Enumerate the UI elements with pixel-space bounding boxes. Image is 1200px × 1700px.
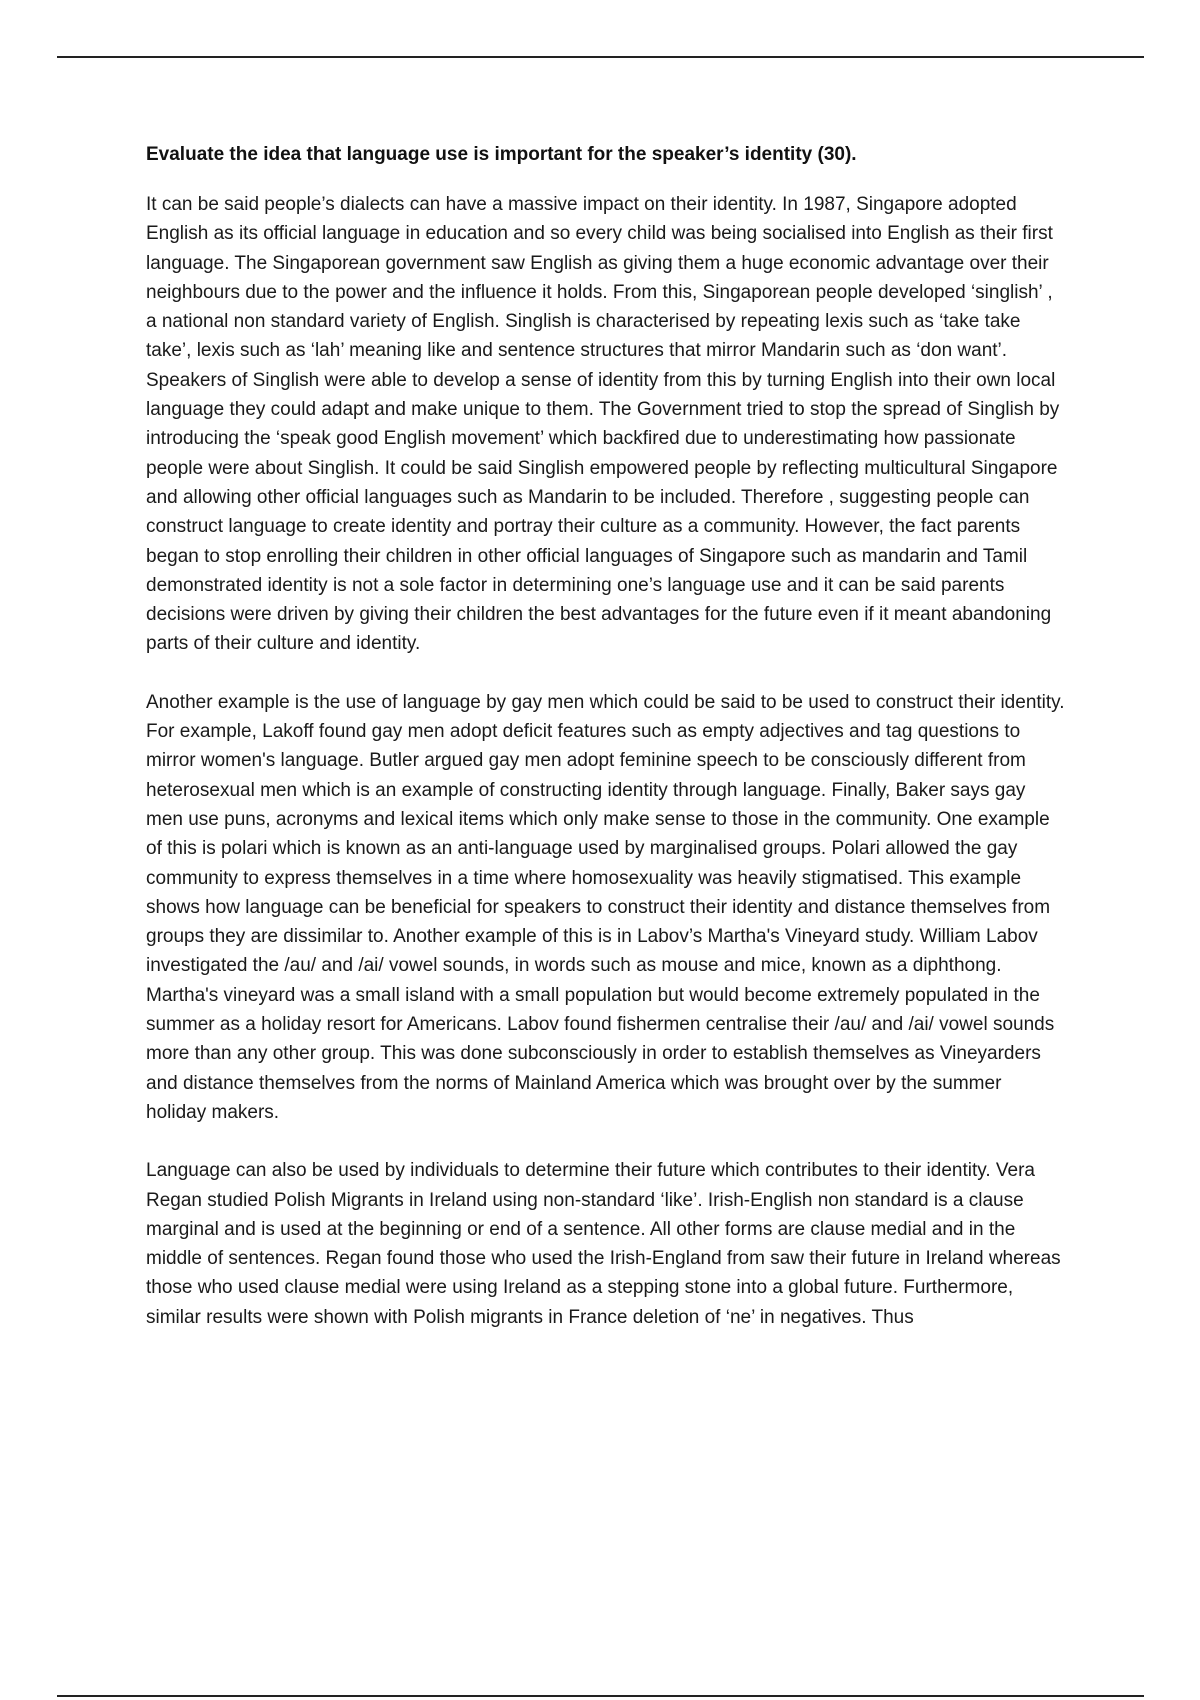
paragraph-singlish: It can be said people’s dialects can have a massive impact on their identity. In 1987, Singapore adopted English as its official language in education and so every child was being socialised into English as their first language. The Singaporean government saw English as giving them a huge economic advantage over their neighbours due to the power and the influence it holds. From this, Singaporean people developed ‘singlish’ , a national non standard variety of English. Singlish is characterised by repeating lexis such as ‘take take take’, lexis such as ‘lah’ meaning like and sentence structures that mirror Mandarin such as ‘don want’. Speakers of Singlish were able to develop a sense of identity from this by turning English into their own local language they could adapt and make unique to them. The Government tried to stop the spread of Singlish by introducing the ‘speak good English movement’ which backfired due to underestimating how passionate people were about Singlish. It could be said Singlish empowered people by reflecting multicultural Singapore and allowing other official languages such as Mandarin to be included. Therefore , suggesting people can construct language to create identity and portray their culture as a community. However, the fact parents began to stop enrolling their children in other official languages of Singapore such as mandarin and Tamil demonstrated identity is not a sole factor in determining one’s language use and it can be said parents decisions were driven by giving their children the best advantages for the future even if it meant abandoning parts of their culture and identity. [146, 194, 1060, 655]
paragraph-gay-men-language: Another example is the use of language by gay men which could be said to be used to construct their identity. For example, Lakoff found gay men adopt deficit features such as empty adjectives and tag questions to mirror women's language. Butler argued gay men adopt feminine speech to be consciously different from heterosexual men which is an example of constructing identity through language. Finally, Baker says gay men use puns, acronyms and lexical items which only make sense to those in the community. One example of this is polari which is known as an anti-language used by marginalised groups. Polari allowed the gay community to express themselves in a time where homosexuality was heavily stigmatised. This example shows how language can be beneficial for speakers to construct their identity and distance themselves from groups they are dissimilar to. Another example of this is in Labov’s Martha's Vineyard study. William Labov investigated the /au/ and /ai/ vowel sounds, in words such as mouse and mice, known as a diphthong. Martha's vineyard was a small island with a small population but would become extremely populated in the summer as a holiday resort for Americans. Labov found fishermen centralise their /au/ and /ai/ vowel sounds more than any other group. This was done subconsciously in order to establish themselves as Vineyarders and distance themselves from the norms of Mainland America which was brought over by the summer holiday makers. [146, 691, 1065, 1123]
header-rule [57, 56, 1144, 58]
document-body [146, 140, 1066, 1361]
footer-rule [57, 1695, 1144, 1697]
paragraph-polish-migrants: Language can also be used by individuals to determine their future which contributes to their identity. Vera Regan studied Polish Migrants in Ireland using non-standard ‘like’. Irish-English non standard is a clause marginal and is used at the beginning or end of a sentence. All other forms are clause medial and in the middle of sentences. Regan found those who used the Irish-England from saw their future in Ireland whereas those who used clause medial were using Ireland as a stepping stone into a global future. Furthermore, similar results were shown with Polish migrants in France deletion of ‘ne’ in negatives. Thus [146, 1160, 1061, 1328]
essay-question-title: Evaluate the idea that language use is important for the speaker’s identity (30). [146, 144, 857, 165]
